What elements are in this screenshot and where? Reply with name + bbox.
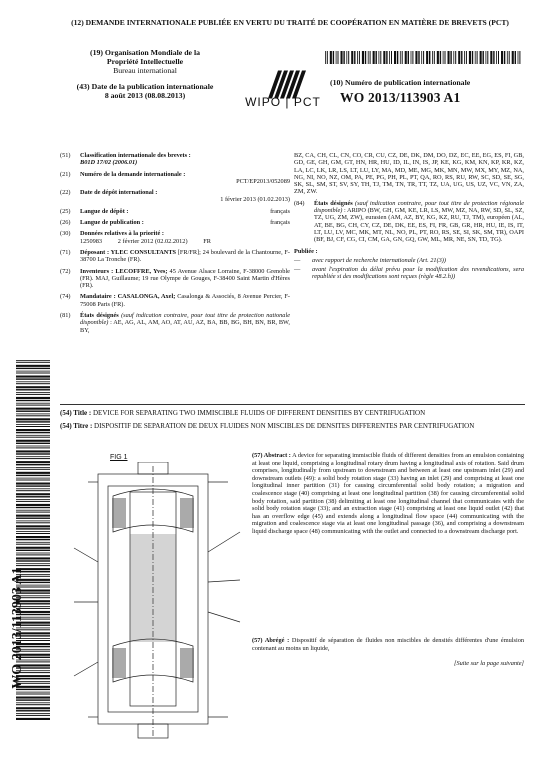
field-25: (25) Langue de dépôt : français xyxy=(60,207,290,215)
org-name: Propriété Intellectuelle xyxy=(106,56,184,66)
barcode-icon xyxy=(325,51,521,64)
publication-date-value: 8 août 2013 (08.08.2013) xyxy=(104,90,186,100)
wipo-pct-logo-text: WIPO | PCT xyxy=(245,95,321,109)
publication-number: WO 2013/113903 A1 xyxy=(340,90,461,105)
continued-note: [Suite sur la page suivante] xyxy=(454,660,524,667)
bureau: Bureau international xyxy=(113,65,177,75)
organization-block xyxy=(60,49,230,75)
publication-date-block xyxy=(60,83,230,101)
org-code: (19) Organisation Mondiale de la xyxy=(89,48,201,57)
field-71: (71) Déposant : YLEC CONSULTANTS [FR/FR]; 24 boulevard de la Chantourne, F-38700 La Tronche (FR). xyxy=(60,248,291,264)
field-74: (74) Mandataire : CASALONGA, Axel; Casalonga & Associés, 8 Avenue Percier, F-75008 Paris (FR). xyxy=(60,293,290,308)
publication-status: Publiée : — avec rapport de recherche internationale (Art. 21(3)) — avant l'expiration du délai prévu pour la modification des revendications, sera republiée si des modifications sont reçues (règle 48.2.h)) xyxy=(294,247,524,281)
abstract-french: (57) Abrégé : Dispositif de séparation de fluides non miscibles de densités différentes d'une émulsion contenant au moins un liquide, xyxy=(252,637,524,652)
left-bibliographic-column xyxy=(60,152,290,338)
field-51: (51) Classification internationale des brevets : B01D 17/02 (2006.01) xyxy=(60,152,191,167)
publication-date-label: (43) Date de la publication internationale xyxy=(76,82,214,91)
published-item-1: avec rapport de recherche internationale (Art. 21(3)) xyxy=(312,256,447,264)
published-heading: Publiée : xyxy=(294,247,318,255)
field-21: (21) Numéro de la demande internationale : PCT/EP2013/052089 xyxy=(60,170,290,185)
field-81: (81) États désignés (sauf indication contraire, pour tout titre de protection nationale disponible) : AE, AG, AL, AM, AO, AT, AU, AZ, BA, BB, BG, BH, BN, BR, BW, BY, xyxy=(60,312,290,334)
title-english: (54) Title : DEVICE FOR SEPARATING TWO IMMISCIBLE FLUIDS OF DIFFERENT DENSITIES BY CENTRIFUGATION xyxy=(60,409,426,417)
field-81-continued: BZ, CA, CH, CL, CN, CO, CR, CU, CZ, DE, DK, DM, DO, DZ, EC, EE, EG, ES, FI, GB, GD, GE, GH, GM, GT, HN, HR, HU, ID, IL, IN, IS, JP, KE, KG, KM, KN, KP, KR, KZ, LA, LC, LK, LR, LS, LT, LU, LY, MA, MD, ME, MG, MK, MN, MW, MX, MY, MZ, NA, NG, NI, NO, NZ, OM, PA, PE, PG, PH, PL, PT, QA, RO, RS, RU, RW, SC, SD, SE, SG, SK, SL, SM, ST, SV, SY, TH, TJ, TM, TN, TR, TT, TZ, UA, UG, US, UZ, VC, VN, ZA, ZM, ZW. xyxy=(294,152,524,196)
publication-number-label: (10) Numéro de publication internationale xyxy=(330,78,471,87)
field-26: (26) Langue de publication : français xyxy=(60,219,290,227)
section-divider xyxy=(60,404,525,405)
header-line-12: (12) DEMANDE INTERNATIONALE PUBLIÉE EN VERTU DU TRAITÉ DE COOPÉRATION EN MATIÈRE DE BREVETS (PCT) xyxy=(71,18,509,27)
field-30: (30) Données relatives à la priorité : 1250983 2 février 2012 (02.02.2012) FR xyxy=(60,230,211,245)
right-bibliographic-column xyxy=(294,152,524,281)
field-84: (84) États désignés (sauf indication contraire, pour tout titre de protection régionale disponible) : ARIPO (BW, GH, GM, KE, LR, LS, MW, MZ, NA, RW, SD, SL, SZ, TZ, UG, ZM, ZW), eurasien (AM, AZ, BY, KG, KZ, RU, TJ, TM), européen (AL, AT, BE, BG, CH, CY, CZ, DE, DK, EE, ES, FI, FR, GB, GR, HR, HU, IE, IS, IT, LT, LU, LV, MC, MK, MT, NL, NO, PL, PT, RO, RS, SE, SI, SK, SM, TR), OAPI (BF, BJ, CF, CG, CI, CM, GA, GN, GQ, GW, ML, MR, NE, SN, TD, TG). xyxy=(294,199,525,244)
technical-drawing-figure xyxy=(68,462,248,742)
published-item-2: avant l'expiration du délai prévu pour la modification des revendications, sera republiée si des modifications sont reçues (règle 48.2.h)) xyxy=(312,266,524,281)
abstract-english: (57) Abstract : A device for separating immiscible fluids of different densities from an emulsion containing at least one liquid, comprising a longitudinal rotary drum having a longitudinal axis of rotation. Said drum comprises, longitudinally from upstream to downstream and between at least one upstream inlet (29) and downstream outlets (49): a solid body rotation stage (33) having an inlet (29) and comprising at least one longitudinal inner partition (31) for causing circumferential solid body rotation; a migration and coalescence stage (40) comprising at least one longitudinal partition (38) for causing circumferential solid body rotation, said partition (38) delimiting at least one longitudinal channel that communicates with the solid body rotation stage (33); and an extraction stage (41) comprising at least one liquid outlet (42) that has an overflow edge (45) and extends along a longitudinal flow space (44) communicating with the migration and coalescence stage via at least one longitudinal passage (36), and comprising a downstream liquid discharge space (48) communicating with the outlet and connected to a downstream discharge port. xyxy=(252,452,524,535)
title-french: (54) Titre : DISPOSITIF DE SEPARATION DE DEUX FLUIDES NON MISCIBLES DE DENSITES DIFFERENTES PAR CENTRIFUGATION xyxy=(60,422,475,430)
field-22: (22) Date de dépôt international : 1 février 2013 (01.02.2013) xyxy=(60,189,290,204)
figure-label: FIG 1 xyxy=(110,454,128,461)
field-72: (72) Inventeurs : LECOFFRE, Yves; 45 Avenue Alsace Lorraine, F-38000 Grenoble (FR). MAJ, Guillaume; 19 rue Olympe de Gouges, F-38400 Saint Martin d'Hères (FR). xyxy=(60,267,290,290)
side-publication-number: WO 2013/113903 A1 xyxy=(10,567,25,689)
